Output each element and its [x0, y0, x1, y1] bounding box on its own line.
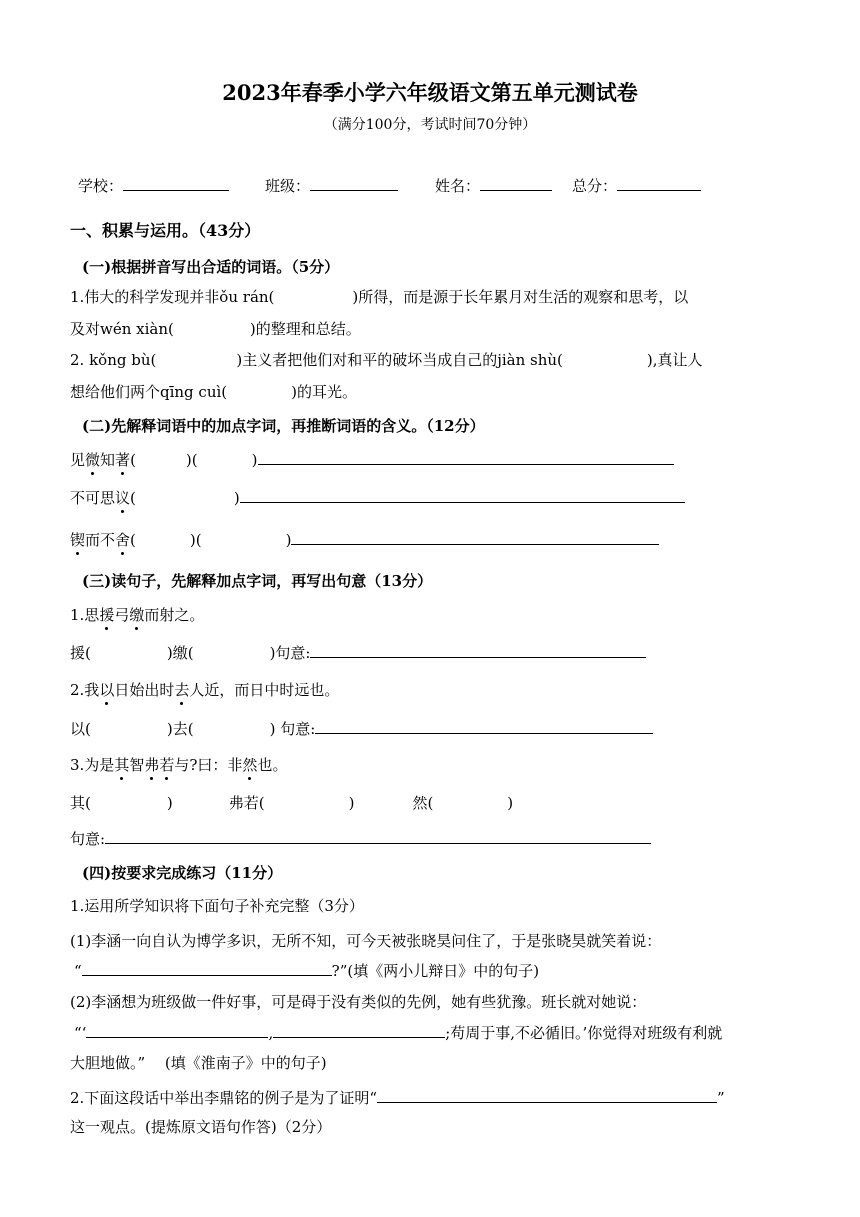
paren: (: [130, 451, 136, 469]
s4-text: ?”(填《两小儿辩日》中的句子): [331, 962, 540, 980]
s4-text: 2.下面这段话中举出李鼎铭的例子是为了证明“: [70, 1089, 377, 1107]
s1-q1-line1: [70, 287, 688, 307]
s3-label: ): [507, 794, 514, 812]
s4-answer-line[interactable]: [86, 1023, 268, 1038]
s1-q1a: 1.伟大的科学发现并非ǒu rán(: [70, 288, 275, 306]
s3-dotted-char: 其: [114, 756, 130, 774]
s4-q1-1-answer: [74, 961, 539, 981]
s2-dotted-char: 微: [85, 451, 101, 469]
class-label: 班级：: [265, 177, 311, 195]
s2-item-3: [70, 530, 659, 550]
school-label: 学校：: [78, 177, 124, 195]
paren: )(: [185, 451, 198, 469]
s3-label: 然(: [412, 794, 434, 812]
s2-meaning-line[interactable]: [291, 530, 659, 545]
s2-word-char: 而不: [85, 531, 116, 549]
s3-label: ) 句意:: [269, 720, 316, 738]
s3-text: 3.为是: [70, 756, 115, 774]
s3-label: 弗若(: [228, 794, 265, 812]
s2-dotted-char: 著: [115, 451, 131, 469]
s1-q2-line1: [70, 350, 703, 370]
s3-text: 而射之。: [144, 606, 205, 624]
s2-item-1: [70, 450, 674, 470]
s3-dotted-char: 若: [159, 756, 175, 774]
s3-label: )句意:: [269, 644, 311, 662]
s3-label: )缴(: [166, 644, 194, 662]
paren: ): [285, 531, 292, 549]
s1-q1-line2: [70, 319, 361, 339]
s3-dotted-char: 援: [99, 606, 115, 624]
s3-q1-answers: [70, 643, 646, 663]
s3-q3: [70, 755, 287, 775]
s3-text: 日始出时: [114, 681, 175, 699]
paren: (: [130, 489, 136, 507]
s1-q2a: 2. kǒng bù(: [70, 351, 157, 369]
s4-answer-line[interactable]: [377, 1088, 717, 1103]
s3-heading: (三)读句子，先解释加点字词，再写出句意（13分）: [82, 572, 433, 590]
s3-label: 句意:: [70, 830, 106, 848]
s4-q1-1: (1)李涵一向自认为博学多识，无所不知，可今天被张晓昊问住了，于是张晓昊就笑着说：: [70, 932, 662, 950]
s1-q1d: )的整理和总结。: [249, 320, 361, 338]
s3-label: 其(: [70, 794, 91, 812]
s4-q1-2-answer: [74, 1023, 722, 1043]
name-label: 姓名：: [435, 177, 481, 195]
s3-text: 人近，而日中时远也。: [189, 681, 340, 699]
s3-q2: [70, 680, 339, 700]
s4-text: ”: [716, 1089, 725, 1107]
s3-text: 智: [129, 756, 145, 774]
quote-mark: “: [74, 962, 82, 980]
s1-heading: (一)根据拼音写出合适的词语。（5分）: [82, 258, 340, 276]
s3-text: 与?曰：非: [174, 756, 243, 774]
s4-heading: (四)按要求完成练习（11分）: [82, 864, 283, 882]
s4-text: ,: [268, 1024, 274, 1042]
s3-label: 以(: [70, 720, 91, 738]
s2-heading: (二)先解释词语中的加点字词，再推断词语的含义。（12分）: [82, 417, 485, 435]
s3-q3-meaning: [70, 829, 651, 849]
paren: )(: [189, 531, 202, 549]
s2-meaning-line[interactable]: [258, 450, 674, 465]
s3-q2-answers: [70, 719, 653, 739]
s4-text: ;苟周于事,不必循旧。’你觉得对班级有利就: [445, 1024, 723, 1042]
school-field[interactable]: [123, 176, 229, 191]
s2-word-char: 见: [70, 451, 86, 469]
paren: ): [233, 489, 240, 507]
s4-q2: [70, 1088, 725, 1108]
s4-q1-2-end: 大胆地做。” (填《淮南子》中的句子): [70, 1054, 327, 1072]
s3-meaning-line[interactable]: [310, 643, 646, 658]
s3-text: 也。: [257, 756, 288, 774]
s1-q2e: )的耳光。: [291, 383, 358, 401]
s4-q1: 1.运用所学知识将下面句子补充完整（3分）: [70, 897, 364, 915]
s3-label: ): [348, 794, 355, 812]
s3-dotted-char: 弗: [144, 756, 160, 774]
page-title: 2023年春季小学六年级语文第五单元测试卷: [222, 80, 638, 105]
s4-answer-line[interactable]: [273, 1023, 445, 1038]
paren: ): [251, 451, 258, 469]
s3-text: 2.我: [70, 681, 100, 699]
s2-meaning-line[interactable]: [240, 488, 685, 503]
s4-q1-2: (2)李涵想为班级做一件好事，可是碍于没有类似的先例，她有些犹豫。班长就对她说：: [70, 993, 647, 1011]
s1-q1b: )所得，而是源于长年累月对生活的观察和思考，以: [352, 288, 689, 306]
class-field[interactable]: [310, 176, 398, 191]
s3-text: 1.思: [70, 606, 100, 624]
s2-word-char: 知: [100, 451, 116, 469]
s2-dotted-char: 议: [115, 489, 131, 507]
s4-q2-end: 这一观点。(提炼原文语句作答)（2分）: [70, 1118, 332, 1136]
s2-dotted-char: 舍: [115, 531, 131, 549]
s3-dotted-char: 以: [99, 681, 115, 699]
part1-heading: 一、积累与运用。（43分）: [70, 221, 261, 240]
s2-word-char: 不可思: [70, 489, 116, 507]
total-label: 总分：: [572, 177, 618, 195]
s3-label: )去(: [166, 720, 194, 738]
s1-q2c: ),真让人: [646, 351, 703, 369]
s4-answer-line[interactable]: [82, 961, 332, 976]
s1-q2d: 想给他们两个qīng cuì(: [70, 383, 228, 401]
s1-q2b: )主义者把他们对和平的破坏当成自己的jiàn shù(: [236, 351, 563, 369]
s1-q2-line2: [70, 382, 357, 402]
s3-label: 援(: [70, 644, 91, 662]
s3-meaning-line[interactable]: [105, 829, 651, 844]
s2-item-2: [70, 488, 685, 508]
s2-dotted-char: 锲: [70, 531, 86, 549]
s1-q1c: 及对wén xiàn(: [70, 320, 174, 338]
name-field[interactable]: [480, 176, 552, 191]
s3-text: 弓: [114, 606, 130, 624]
s3-q3-answers: [70, 793, 513, 813]
s3-dotted-char: 缴: [129, 606, 145, 624]
total-field[interactable]: [617, 176, 701, 191]
quote-mark: “‘: [74, 1024, 87, 1042]
info-row: [78, 176, 701, 196]
s3-meaning-line[interactable]: [315, 719, 653, 734]
paren: (: [130, 531, 136, 549]
page-subtitle: （满分100分，考试时间70分钟）: [323, 117, 537, 133]
s3-label: ): [166, 794, 173, 812]
s3-q1: [70, 605, 204, 625]
s3-dotted-char: 去: [174, 681, 190, 699]
s3-dotted-char: 然: [242, 756, 258, 774]
